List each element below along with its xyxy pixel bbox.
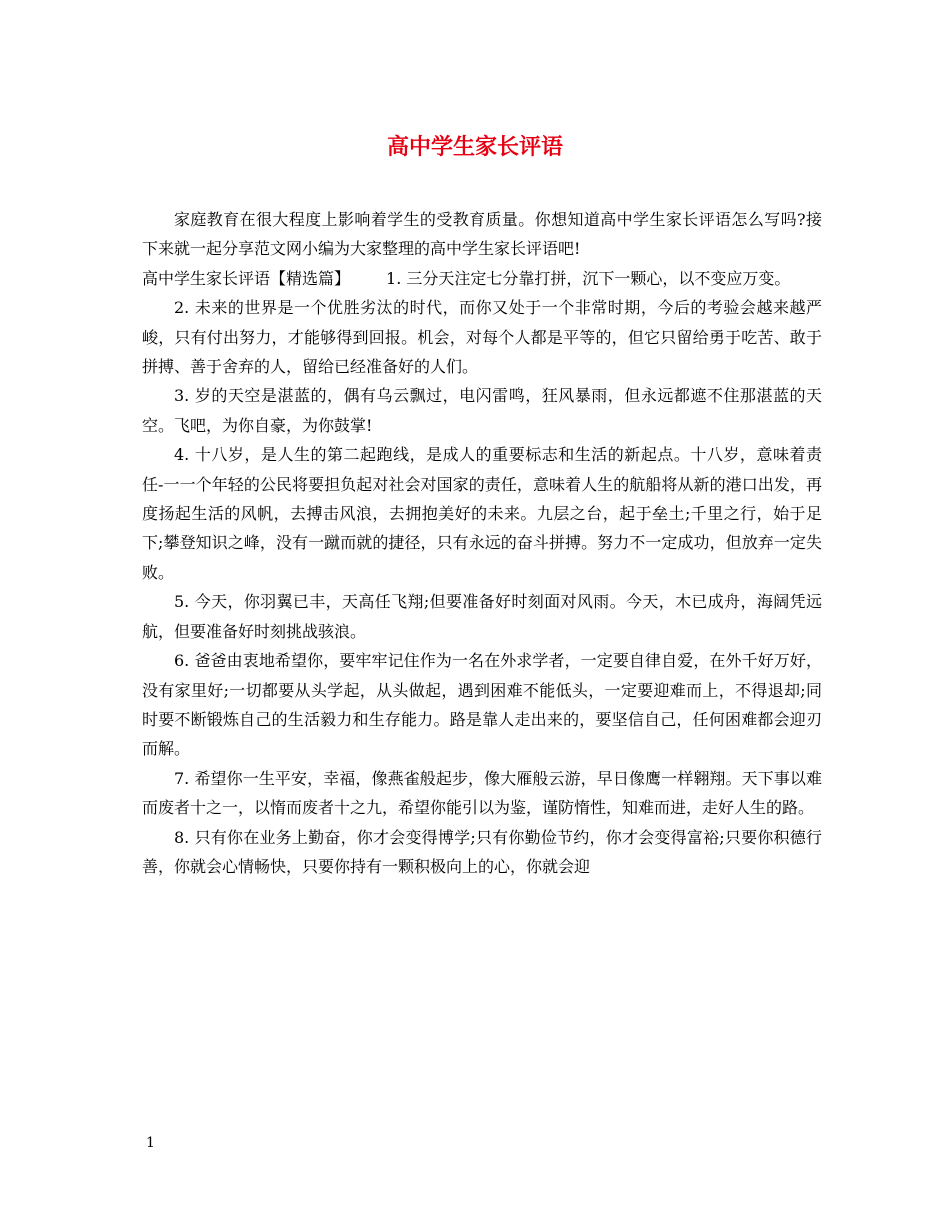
document-body <box>142 205 822 881</box>
list-item-3: 3. 岁的天空是湛蓝的，偶有乌云飘过，电闪雷鸣，狂风暴雨，但永远都遮不住那湛蓝的天空。飞吧，为你自豪，为你鼓掌! <box>142 386 822 435</box>
list-item-2: 2. 未来的世界是一个优胜劣汰的时代，而你又处于一个非常时期，今后的考验会越来越严峻，只有付出努力，才能够得到回报。机会，对每个人都是平等的，但它只留给勇于吃苦、敢于拼搏、善于舍弃的人，留给已经准备好的人们。 <box>142 298 822 377</box>
list-item-5: 5. 今天，你羽翼已丰，天高任飞翔;但要准备好时刻面对风雨。今天，木已成舟，海阔凭远航，但要准备好时刻挑战骇浪。 <box>142 592 822 641</box>
list-item-7: 7. 希望你一生平安，幸福，像燕雀般起步，像大雁般云游，早日像鹰一样翱翔。天下事以难而废者十之一，以惰而废者十之九，希望你能引以为鉴，谨防惰性，知难而进，走好人生的路。 <box>142 768 822 818</box>
list-item-6: 6. 爸爸由衷地希望你，要牢牢记住作为一名在外求学者，一定要自律自爱，在外千好万好，没有家里好;一切都要从头学起，从头做起，遇到困难不能低头，一定要迎难而上，不得退却;同时要不断锻炼自己的生活毅力和生存能力。路是靠人走出来的，要坚信自己，任何困难都会迎刃而解。 <box>142 651 822 759</box>
list-item-4: 4. 十八岁，是人生的第二起跑线，是成人的重要标志和生活的新起点。十八岁，意味着责任-一一个年轻的公民将要担负起对社会对国家的责任，意味着人生的航船将从新的港口出发，再度扬起生活的风帆，去搏击风浪，去拥抱美好的未来。九层之台，起于垒土;千里之行，始于足下;攀登知识之峰，没有一蹴而就的捷径，只有永远的奋斗拼搏。努力不一定成功，但放弃一定失败。 <box>142 445 822 582</box>
section-heading-line <box>142 264 822 293</box>
page-title: 高中学生家长评语 <box>386 134 563 160</box>
list-item-1: 1. 三分天注定七分靠打拼，沉下一颗心，以不变应万变。 <box>386 268 791 288</box>
list-item-8: 8. 只有你在业务上勤奋，你才会变得博学;只有你勤俭节约，你才会变得富裕;只要你积德行善，你就会心情畅快，只要你持有一颗积极向上的心，你就会迎 <box>142 827 822 876</box>
intro-paragraph: 家庭教育在很大程度上影响着学生的受教育质量。你想知道高中学生家长评语怎么写吗?接下来就一起分享范文网小编为大家整理的高中学生家长评语吧! <box>142 210 822 259</box>
page-number: 1 <box>146 1135 155 1151</box>
section-heading: 高中学生家长评语【精选篇】 <box>142 268 351 288</box>
